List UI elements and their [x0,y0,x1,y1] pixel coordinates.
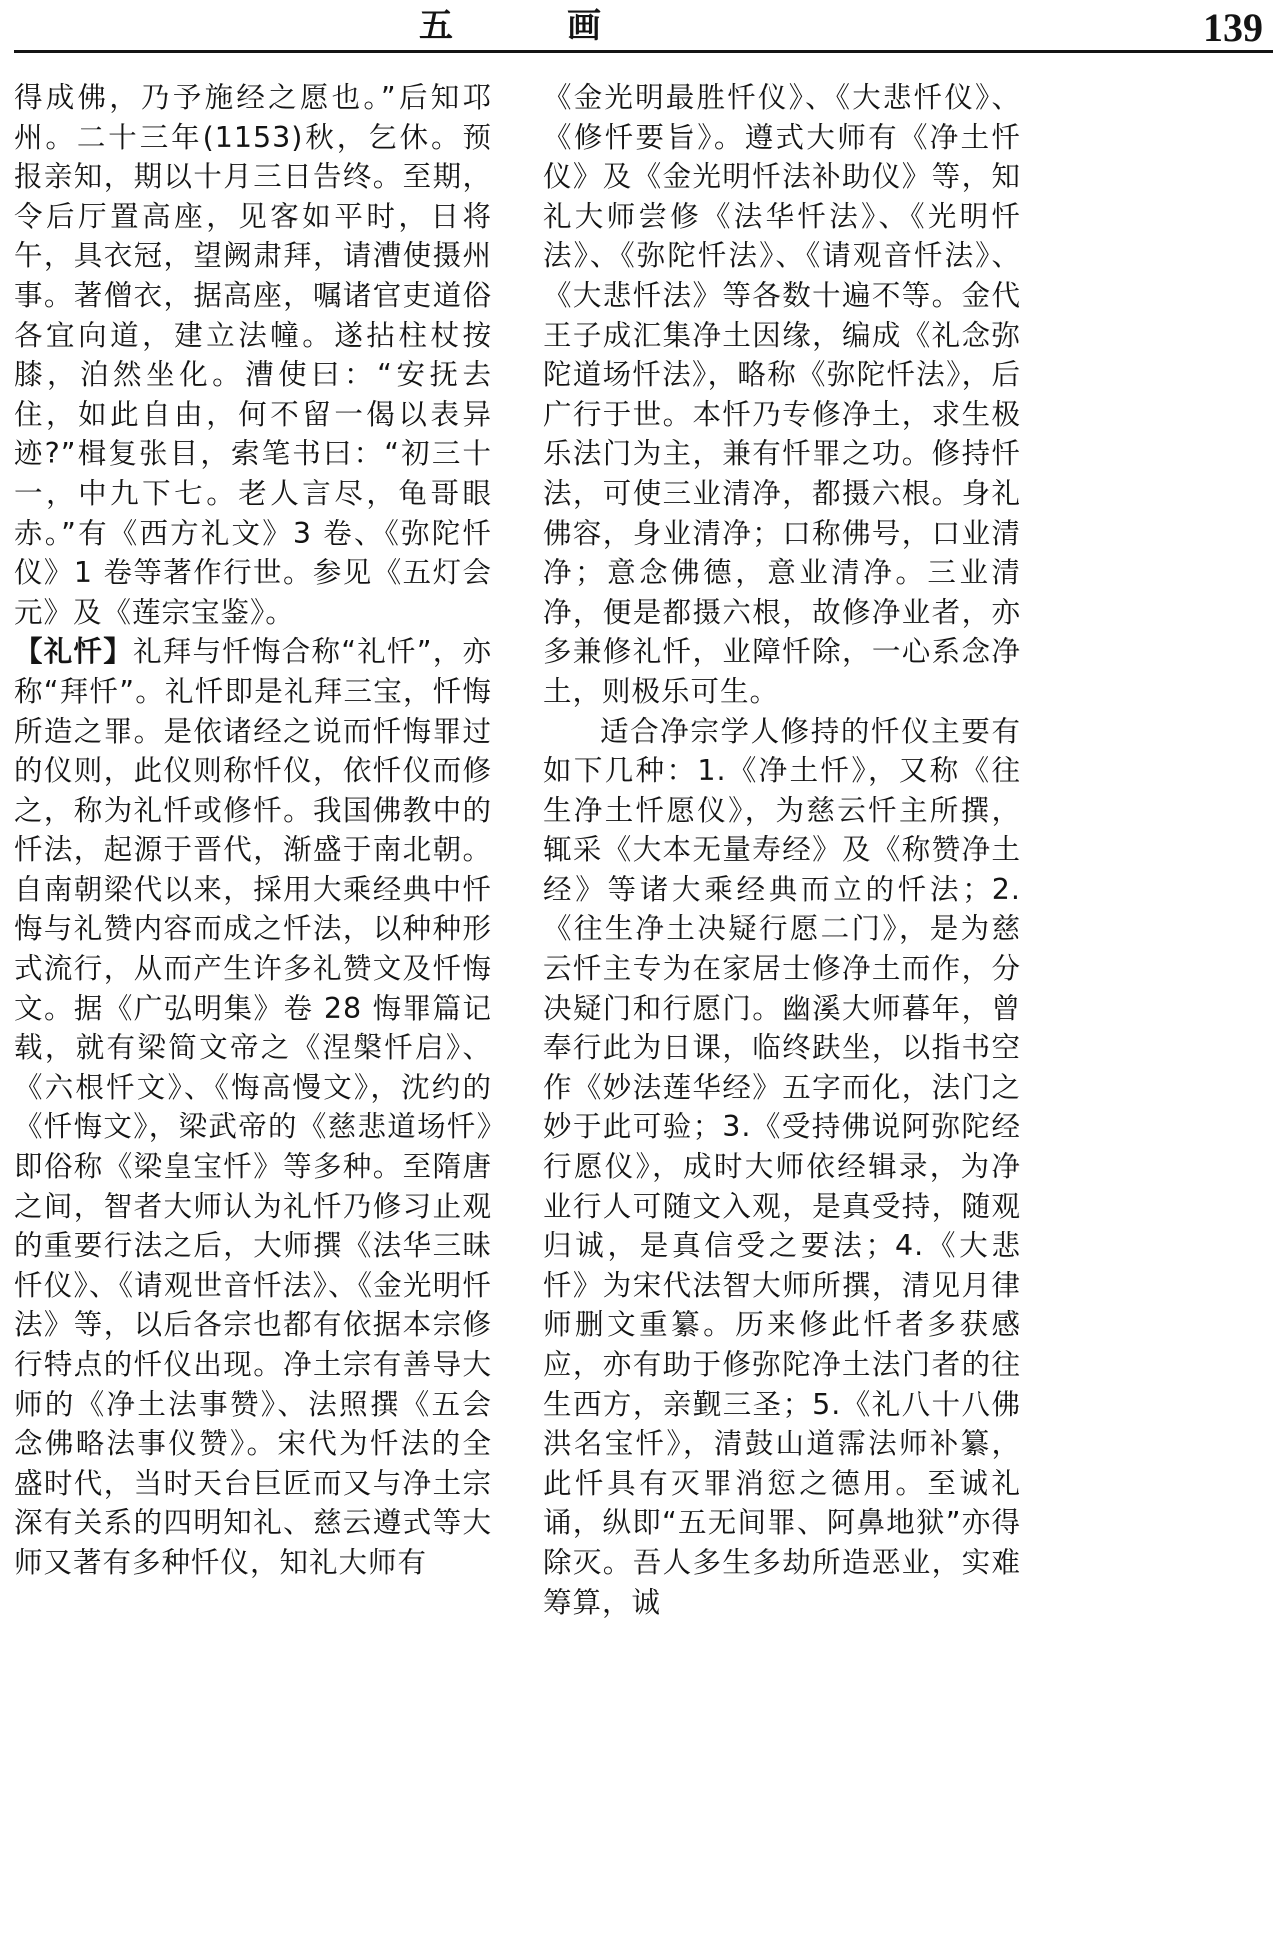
continued-paragraph: 《金光明最胜忏仪》、《大悲忏仪》、《修忏要旨》。遵式大师有《净土忏仪》及《金光明忏法补助仪》等，知礼大师尝修《法华忏法》、《光明忏法》、《弥陀忏法》、《请观音忏法》、《大悲忏法》等各数十遍不等。金代王子成汇集净土因缘，编成《礼念弥陀道场忏法》，略称《弥陀忏法》，后广行于世。本忏乃专修净土，求生极乐法门为主，兼有忏罪之功。修持忏法，可使三业清净，都摄六根。身礼佛容，身业清净；口称佛号，口业清净；意念佛德，意业清净。三业清净，便是都摄六根，故修净业者，亦多兼修礼忏，业障忏除，一心系念净土，则极乐可生。 [543,81,1021,708]
page-number: 139 [1203,5,1263,50]
entry-body: 礼拜与忏悔合称“礼忏”，亦称“拜忏”。礼忏即是礼拜三宝，忏悔所造之罪。是依诸经之说而忏悔罪过的仪则，此仪则称忏仪，依忏仪而修之，称为礼忏或修忏。我国佛教中的忏法，起源于晋代，渐盛于南北朝。自南朝梁代以来，採用大乘经典中忏悔与礼赞内容而成之忏法，以种种形式流行，从而产生许多礼赞文及忏悔文。据《广弘明集》卷 28 悔罪篇记载，就有梁简文帝之《涅槃忏启》、《六根忏文》、《悔高慢文》，沈约的《忏悔文》，梁武帝的《慈悲道场忏》即俗称《梁皇宝忏》等多种。至隋唐之间，智者大师认为礼忏乃修习止观的重要行法之后，大师撰《法华三昧忏仪》、《请观世音忏法》、《金光明忏法》等，以后各宗也都有依据本宗修行特点的忏仪出现。净土宗有善导大师的《净土法事赞》、法照撰《五会念佛略法事仪赞》。宋代为忏法的全盛时代，当时天台巨匠而又与净土宗深有关系的四明知礼、慈云遵式等大师又著有多种忏仪，知礼大师有 [14,635,492,1579]
right-column [543,78,1021,1622]
entry-title: 【礼忏】 [14,635,133,669]
header-rule [14,50,1273,53]
section-title: 五 画 [419,6,641,46]
body-paragraph: 适合净宗学人修持的忏仪主要有如下几种：1.《净土忏》，又称《往生净土忏愿仪》，为慈云忏主所撰，辄采《大本无量寿经》及《称赞净土经》等诸大乘经典而立的忏法；2.《往生净土决疑行愿二门》，是为慈云忏主专为在家居士修净土而作，分决疑门和行愿门。幽溪大师暮年，曾奉行此为日课，临终趺坐，以指书空作《妙法莲华经》五字而化，法门之妙于此可验；3.《受持佛说阿弥陀经行愿仪》，成时大师依经辑录，为净业行人可随文入观，是真受持，随观归诚，是真信受之要法；4.《大悲忏》为宋代法智大师所撰，清见月律师删文重纂。历来修此忏者多获感应，亦有助于修弥陀净土法门者的往生西方，亲觐三圣；5.《礼八十八佛洪名宝忏》，清鼓山道霈法师补纂，此忏具有灭罪消愆之德用。至诚礼诵，纵即“五无间罪、阿鼻地狱”亦得除灭。吾人多生多劫所造恶业，实难筹算，诚 [543,714,1021,1619]
left-column [14,78,492,1583]
page-header [0,0,1281,56]
entry-paragraph [14,632,492,1582]
continued-paragraph: 得成佛，乃予施经之愿也。”后知邛州。二十三年(1153)秋，乞休。预报亲知，期以十月三日告终。至期，令后厅置高座，见客如平时，日将午，具衣冠，望阙肃拜，请漕使摄州事。著僧衣，据高座，嘱诸官吏道俗各宜向道，建立法幢。遂拈柱杖按膝，泊然坐化。漕使曰：“安抚去住，如此自由，何不留一偈以表异迹?”楫复张目，索笔书曰：“初三十一，中九下七。老人言尽，龟哥眼赤。”有《西方礼文》3 卷、《弥陀忏仪》1 卷等著作行世。参见《五灯会元》及《莲宗宝鉴》。 [14,81,492,629]
